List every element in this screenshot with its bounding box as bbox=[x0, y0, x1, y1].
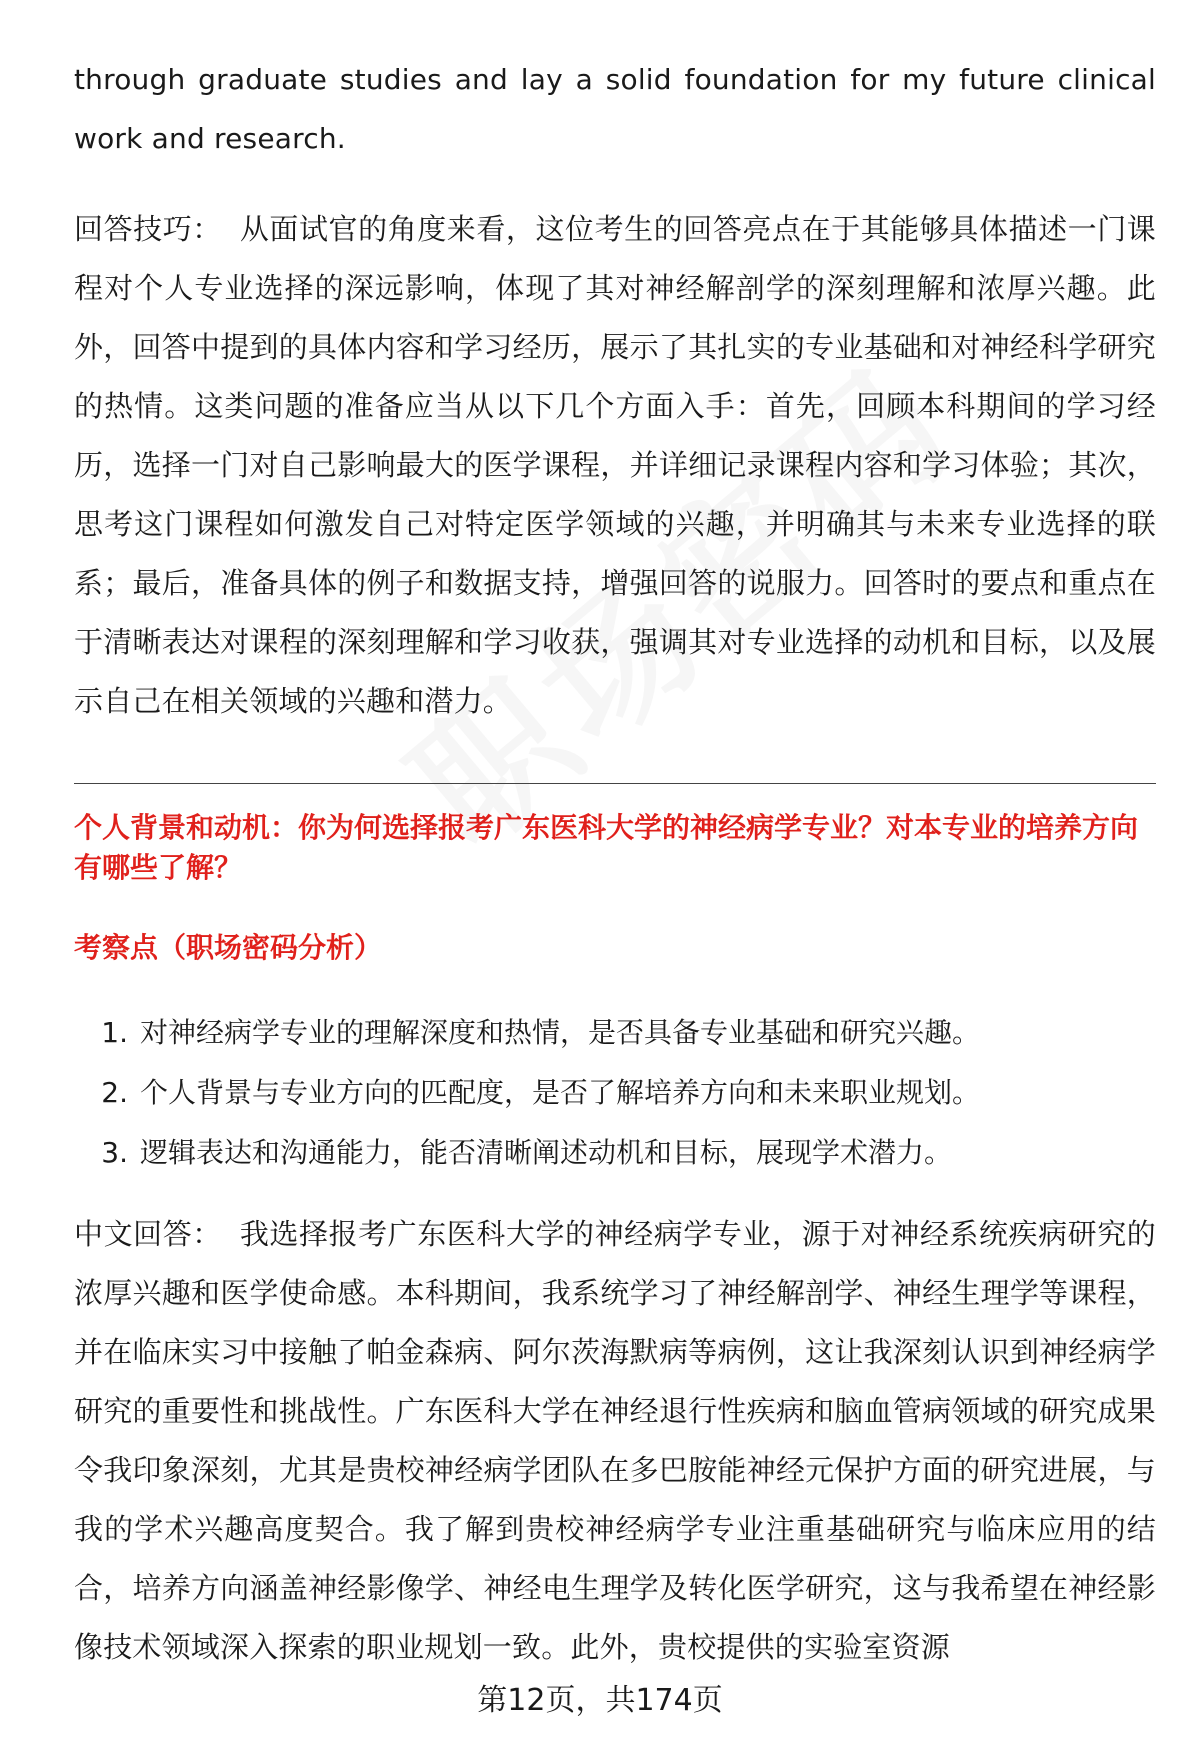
list-item bbox=[74, 1123, 1156, 1183]
list-item-text: 对神经病学专业的理解深度和热情，是否具备专业基础和研究兴趣。 bbox=[140, 1016, 981, 1049]
question-heading: 个人背景和动机：你为何选择报考广东医科大学的神经病学专业？对本专业的培养方向有哪些了解？ bbox=[74, 811, 1139, 884]
section-divider bbox=[74, 783, 1156, 784]
exam-points-list bbox=[74, 1003, 1156, 1183]
tips-text: 从面试官的角度来看，这位考生的回答亮点在于其能够具体描述一门课程对个人专业选择的深远影响，体现了其对神经解剖学的深刻理解和浓厚兴趣。此外，回答中提到的具体内容和学习经历，展示了其扎实的专业基础和对神经科学研究的热情。这类问题的准备应当从以下几个方面入手：首先，回顾本科期间的学习经历，选择一门对自己影响最大的医学课程，并详细记录课程内容和学习体验；其次，思考这门课程如何激发自己对特定医学领域的兴趣，并明确其与未来专业选择的联系；最后，准备具体的例子和数据支持，增强回答的说服力。回答时的要点和重点在于清晰表达对课程的深刻理解和学习收获，强调其对专业选择的动机和目标，以及展示自己在相关领域的兴趣和潜力。 bbox=[74, 212, 1156, 718]
list-item-number: 3. bbox=[101, 1136, 128, 1169]
intro-paragraph: through graduate studies and lay a solid foundation for my future clinical work and research. bbox=[74, 63, 1156, 155]
list-item-text: 逻辑表达和沟通能力，能否清晰阐述动机和目标，展现学术潜力。 bbox=[140, 1136, 953, 1169]
page-number: 第12页，共174页 bbox=[477, 1683, 723, 1718]
exam-points-heading: 考察点（职场密码分析） bbox=[74, 931, 383, 964]
list-item-text: 个人背景与专业方向的匹配度，是否了解培养方向和未来职业规划。 bbox=[140, 1076, 981, 1109]
list-item bbox=[74, 1063, 1156, 1123]
answer-paragraph bbox=[74, 1205, 1156, 1677]
tips-label: 回答技巧： bbox=[74, 212, 222, 246]
answer-label: 中文回答： bbox=[74, 1217, 222, 1251]
answer-text: 我选择报考广东医科大学的神经病学专业，源于对神经系统疾病研究的浓厚兴趣和医学使命感。本科期间，我系统学习了神经解剖学、神经生理学等课程，并在临床实习中接触了帕金森病、阿尔茨海默病等病例，这让我深刻认识到神经病学研究的重要性和挑战性。广东医科大学在神经退行性疾病和脑血管病领域的研究成果令我印象深刻，尤其是贵校神经病学团队在多巴胺能神经元保护方面的研究进展，与我的学术兴趣高度契合。我了解到贵校神经病学专业注重基础研究与临床应用的结合，培养方向涵盖神经影像学、神经电生理学及转化医学研究，这与我希望在神经影像技术领域深入探索的职业规划一致。此外，贵校提供的实验室资源 bbox=[74, 1217, 1156, 1664]
tips-paragraph bbox=[74, 200, 1156, 731]
list-item bbox=[74, 1003, 1156, 1063]
list-item-number: 1. bbox=[101, 1016, 128, 1049]
list-item-number: 2. bbox=[101, 1076, 128, 1109]
